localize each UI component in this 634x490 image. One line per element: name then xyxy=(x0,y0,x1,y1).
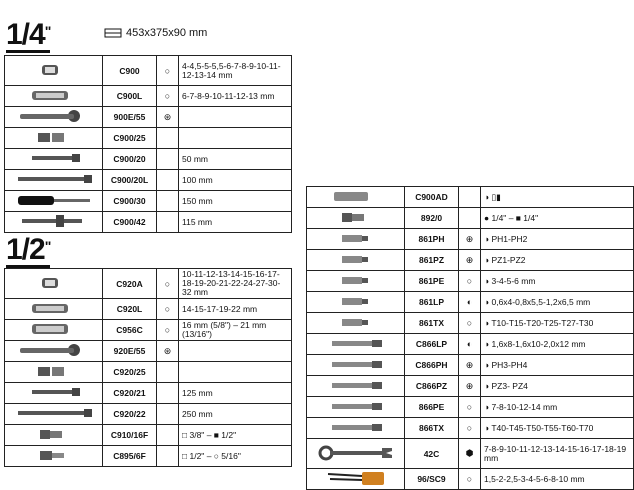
profile-symbol: ◐ xyxy=(459,292,481,313)
profile-symbol xyxy=(157,170,179,191)
profile-symbol xyxy=(157,446,179,467)
table-row xyxy=(307,334,634,355)
table-row xyxy=(5,212,292,233)
profile-symbol: ○ xyxy=(157,299,179,320)
profile-symbol xyxy=(157,404,179,425)
pozidriv-bit-long-icon xyxy=(307,376,405,397)
phillips-bit-long-icon xyxy=(307,355,405,376)
table-row xyxy=(5,56,292,86)
size-description: 1,5-2-2,5-3-4-5-6-8-10 mm xyxy=(481,469,634,490)
profile-symbol: ◐ xyxy=(459,334,481,355)
size-description: ◑ 1,6x8-1,6x10-2,0x12 mm xyxy=(481,334,634,355)
size-description xyxy=(179,341,292,362)
inch-mark: " xyxy=(44,23,51,39)
table-row xyxy=(5,149,292,170)
deep-socket-icon xyxy=(5,299,103,320)
size-description: □ 3/8" – ■ 1/2" xyxy=(179,425,292,446)
profile-symbol xyxy=(157,212,179,233)
product-code: C900/25 xyxy=(103,128,157,149)
table-row xyxy=(5,191,292,212)
profile-symbol xyxy=(459,208,481,229)
ratchet-icon xyxy=(5,341,103,362)
table-row xyxy=(307,439,634,469)
product-code: C900/20L xyxy=(103,170,157,191)
profile-symbol: ○ xyxy=(157,320,179,341)
product-code: 861TX xyxy=(405,313,459,334)
size-description xyxy=(179,362,292,383)
profile-symbol: ⊛ xyxy=(157,341,179,362)
size-description: 115 mm xyxy=(179,212,292,233)
size-description: ◑ T40-T45-T50-T55-T60-T70 xyxy=(481,418,634,439)
case-icon xyxy=(104,28,122,38)
product-code: 892/0 xyxy=(405,208,459,229)
hex-bit-long-icon xyxy=(307,397,405,418)
size-description: ◑ 0,6x4-0,8x5,5-1,2x6,5 mm xyxy=(481,292,634,313)
table-row xyxy=(5,404,292,425)
profile-symbol: ○ xyxy=(157,86,179,107)
slotted-bit-long-icon xyxy=(307,334,405,355)
table-quarter-inch xyxy=(4,55,292,233)
product-code: 866PE xyxy=(405,397,459,418)
size-description: 250 mm xyxy=(179,404,292,425)
table-row xyxy=(307,355,634,376)
size-description: 150 mm xyxy=(179,191,292,212)
universal-joint-icon xyxy=(5,362,103,383)
size-description: ◑ 7-8-10-12-14 mm xyxy=(481,397,634,418)
table-row xyxy=(307,250,634,271)
table-row xyxy=(307,187,634,208)
profile-symbol: ○ xyxy=(157,56,179,86)
table-row xyxy=(307,271,634,292)
table-row xyxy=(5,128,292,149)
box-dimensions-text: 453x375x90 mm xyxy=(126,27,208,39)
table-row xyxy=(307,208,634,229)
profile-symbol xyxy=(157,128,179,149)
header-half-inch xyxy=(6,235,50,268)
profile-symbol: ⊛ xyxy=(157,107,179,128)
profile-symbol xyxy=(157,191,179,212)
bit-holder-icon xyxy=(307,187,405,208)
table-row xyxy=(5,341,292,362)
table-row xyxy=(5,425,292,446)
table-row xyxy=(5,446,292,467)
table-row xyxy=(5,86,292,107)
size-description: ◑ PH1-PH2 xyxy=(481,229,634,250)
profile-symbol: ○ xyxy=(157,269,179,299)
size-description xyxy=(179,128,292,149)
product-code: 900E/55 xyxy=(103,107,157,128)
profile-symbol xyxy=(157,383,179,404)
product-code: C920/25 xyxy=(103,362,157,383)
product-code: C920A xyxy=(103,269,157,299)
table-half-inch xyxy=(4,268,292,467)
size-description: 10-11-12-13-14-15-16-17-18-19-20-21-22-24-27-30-32 mm xyxy=(179,269,292,299)
product-code: C895/6F xyxy=(103,446,157,467)
size-description: 6-7-8-9-10-11-12-13 mm xyxy=(179,86,292,107)
socket-icon xyxy=(5,269,103,299)
size-description: 125 mm xyxy=(179,383,292,404)
extension-short-icon xyxy=(5,149,103,170)
product-code: C866PH xyxy=(405,355,459,376)
hex-bit-icon xyxy=(307,271,405,292)
extension-short-icon xyxy=(5,383,103,404)
size-description: ● 1/4" – ■ 1/4" xyxy=(481,208,634,229)
product-code: 861LP xyxy=(405,292,459,313)
profile-symbol: ⊕ xyxy=(459,250,481,271)
table-row xyxy=(5,269,292,299)
product-code: 861PH xyxy=(405,229,459,250)
bit-adapter-icon xyxy=(5,446,103,467)
table-row xyxy=(5,170,292,191)
table-row xyxy=(5,107,292,128)
size-description: 4-4,5-5-5,5-6-7-8-9-10-11-12-13-14 mm xyxy=(179,56,292,86)
half-size-label: 1/2 xyxy=(6,233,45,266)
product-code: C920/21 xyxy=(103,383,157,404)
product-code: 96/SC9 xyxy=(405,469,459,490)
t-handle-icon xyxy=(5,212,103,233)
extension-long-icon xyxy=(5,404,103,425)
size-description: 16 mm (5/8") – 21 mm (13/16") xyxy=(179,320,292,341)
size-description: ◑ PZ3- PZ4 xyxy=(481,376,634,397)
product-code: C956C xyxy=(103,320,157,341)
table-row xyxy=(5,320,292,341)
size-description: 14-15-17-19-22 mm xyxy=(179,299,292,320)
size-description: 50 mm xyxy=(179,149,292,170)
size-description: ◑ PH3-PH4 xyxy=(481,355,634,376)
table-row xyxy=(307,469,634,490)
product-code: C900/42 xyxy=(103,212,157,233)
size-description: ◑ ▯▮ xyxy=(481,187,634,208)
profile-symbol: ⊕ xyxy=(459,355,481,376)
profile-symbol xyxy=(157,149,179,170)
table-row xyxy=(5,362,292,383)
box-dimensions xyxy=(104,27,207,39)
profile-symbol: ⊕ xyxy=(459,229,481,250)
profile-symbol: ⊕ xyxy=(459,376,481,397)
product-code: 42C xyxy=(405,439,459,469)
spark-plug-socket-icon xyxy=(5,320,103,341)
profile-symbol xyxy=(157,425,179,446)
table-row xyxy=(307,313,634,334)
table-row xyxy=(307,397,634,418)
table-row xyxy=(307,418,634,439)
universal-joint-icon xyxy=(5,128,103,149)
hex-key-set-icon xyxy=(307,469,405,490)
slotted-bit-icon xyxy=(307,292,405,313)
torx-bit-long-icon xyxy=(307,418,405,439)
pozidriv-bit-icon xyxy=(307,250,405,271)
table-row xyxy=(5,299,292,320)
product-code: 920E/55 xyxy=(103,341,157,362)
product-code: C866LP xyxy=(405,334,459,355)
size-description: □ 1/2" – ○ 5/16" xyxy=(179,446,292,467)
size-description: ◑ 3-4-5-6 mm xyxy=(481,271,634,292)
profile-symbol: ○ xyxy=(459,469,481,490)
table-row xyxy=(307,292,634,313)
profile-symbol: ○ xyxy=(459,418,481,439)
product-code: C910/16F xyxy=(103,425,157,446)
profile-symbol: ○ xyxy=(459,271,481,292)
phillips-bit-icon xyxy=(307,229,405,250)
table-bits-keys xyxy=(306,186,634,490)
extension-long-icon xyxy=(5,170,103,191)
profile-symbol xyxy=(157,362,179,383)
product-code: C900 xyxy=(103,56,157,86)
size-description xyxy=(179,107,292,128)
combination-wrench-icon xyxy=(307,439,405,469)
deep-socket-icon xyxy=(5,86,103,107)
table-row xyxy=(307,229,634,250)
product-code: C900/30 xyxy=(103,191,157,212)
inch-mark: " xyxy=(44,238,51,254)
profile-symbol: ⬢ xyxy=(459,439,481,469)
size-description: ◑ PZ1-PZ2 xyxy=(481,250,634,271)
product-code: C900AD xyxy=(405,187,459,208)
size-description: ◑ T10-T15-T20-T25-T27-T30 xyxy=(481,313,634,334)
quarter-size-label: 1/4 xyxy=(6,18,45,51)
adapter-icon xyxy=(307,208,405,229)
size-description: 100 mm xyxy=(179,170,292,191)
table-row xyxy=(5,383,292,404)
adapter-icon xyxy=(5,425,103,446)
ratchet-icon xyxy=(5,107,103,128)
product-code: C920L xyxy=(103,299,157,320)
profile-symbol: ○ xyxy=(459,313,481,334)
size-description: 7-8-9-10-11-12-13-14-15-16-17-18-19 mm xyxy=(481,439,634,469)
torx-bit-icon xyxy=(307,313,405,334)
screwdriver-handle-icon xyxy=(5,191,103,212)
product-code: C900/20 xyxy=(103,149,157,170)
product-code: C866PZ xyxy=(405,376,459,397)
header-quarter-inch xyxy=(6,20,50,53)
product-code: 861PZ xyxy=(405,250,459,271)
product-code: 866TX xyxy=(405,418,459,439)
table-row xyxy=(307,376,634,397)
product-code: C920/22 xyxy=(103,404,157,425)
product-code: 861PE xyxy=(405,271,459,292)
profile-symbol: ○ xyxy=(459,397,481,418)
product-code: C900L xyxy=(103,86,157,107)
profile-symbol xyxy=(459,187,481,208)
socket-icon xyxy=(5,56,103,86)
